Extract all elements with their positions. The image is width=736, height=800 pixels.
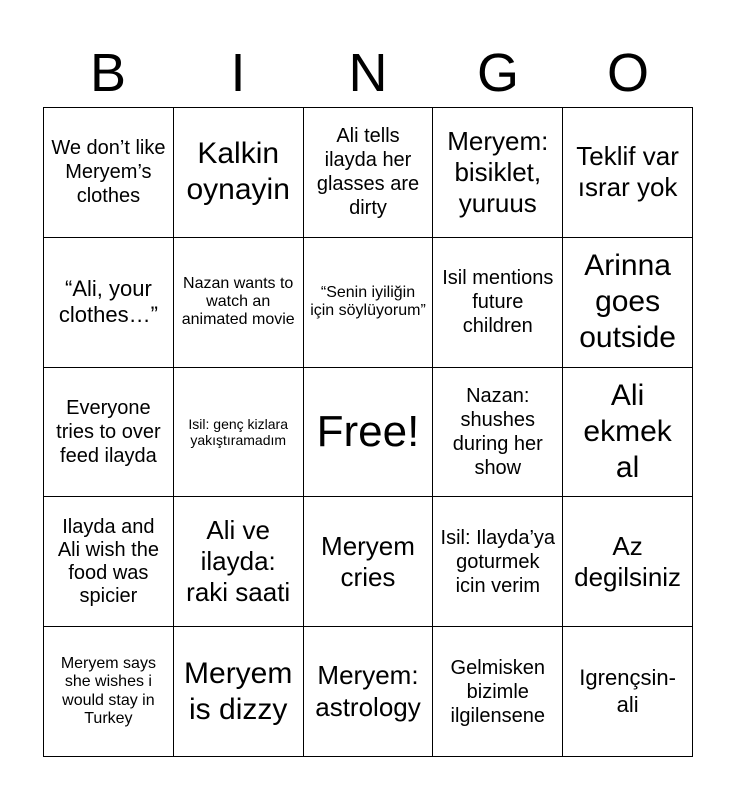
cell-text: Ilayda and Ali wish the food was spicier — [57, 515, 159, 607]
cell-text: Meryem: bisiklet, yuruus — [447, 125, 549, 218]
cell-text: Nazan wants to watch an animated movie — [181, 274, 295, 329]
cell-text: Meryem cries — [321, 530, 415, 592]
bingo-cell-r1c3[interactable] — [304, 108, 434, 238]
cell-text: Igrençsin-ali — [579, 665, 676, 717]
cell-text: “Ali, your clothes…” — [58, 275, 158, 328]
cell-text: Kalkin oynayin — [186, 137, 290, 207]
bingo-cell-r5c5[interactable] — [563, 627, 693, 757]
bingo-cell-r1c2[interactable] — [174, 108, 304, 238]
bingo-cell-r5c1[interactable] — [44, 627, 174, 757]
bingo-cell-r5c2[interactable] — [174, 627, 304, 757]
bingo-cell-r3c4[interactable] — [433, 368, 563, 498]
bingo-cell-free[interactable] — [304, 368, 434, 498]
bingo-cell-r1c4[interactable] — [433, 108, 563, 238]
bingo-cell-r4c4[interactable] — [433, 497, 563, 627]
free-space-text: Free! — [316, 406, 420, 456]
bingo-grid — [43, 107, 693, 757]
bingo-cell-r4c3[interactable] — [304, 497, 434, 627]
cell-text: Meryem: astrology — [315, 660, 421, 722]
bingo-cell-r2c3[interactable] — [304, 238, 434, 368]
header-letter-b: B — [89, 43, 127, 103]
cell-text: Arinna goes outside — [579, 249, 676, 355]
bingo-cell-r5c4[interactable] — [433, 627, 563, 757]
cell-text: “Senin iyiliğin için söylüyorum” — [310, 283, 426, 320]
header-letter-o: O — [606, 43, 649, 103]
cell-text: Ali tells ilayda her glasses are dirty — [316, 125, 420, 220]
cell-text: Gelmisken bizimle ilgilensene — [450, 656, 546, 727]
header-letter-i: I — [230, 43, 246, 103]
cell-text: Ali ve ilayda: raki saati — [186, 515, 291, 608]
cell-text: Meryem says she wishes i would stay in Turkey — [60, 654, 156, 727]
cell-text: Everyone tries to over feed ilayda — [56, 396, 161, 467]
bingo-cell-r3c1[interactable] — [44, 368, 174, 498]
header-letter-g: G — [476, 43, 519, 103]
cell-text: Isil: Ilayda’ya goturmek icin verim — [440, 526, 556, 597]
header-letter-n: N — [348, 43, 388, 103]
bingo-cell-r4c2[interactable] — [174, 497, 304, 627]
bingo-cell-r2c2[interactable] — [174, 238, 304, 368]
bingo-cell-r1c5[interactable] — [563, 108, 693, 238]
cell-text: Isil: genç kizlara yakıştıramadım — [188, 415, 288, 448]
bingo-cell-r2c1[interactable] — [44, 238, 174, 368]
bingo-cell-r5c3[interactable] — [304, 627, 434, 757]
bingo-cell-r2c5[interactable] — [563, 238, 693, 368]
bingo-cell-r2c4[interactable] — [433, 238, 563, 368]
bingo-cell-r4c5[interactable] — [563, 497, 693, 627]
cell-text: Nazan: shushes during her show — [452, 384, 543, 479]
bingo-cell-r3c2[interactable] — [174, 368, 304, 498]
cell-text: We don’t like Meryem’s clothes — [51, 137, 166, 208]
cell-text: Az degilsiniz — [574, 530, 682, 592]
bingo-cell-r4c1[interactable] — [44, 497, 174, 627]
cell-text: Meryem is dizzy — [184, 656, 293, 726]
bingo-header — [43, 40, 693, 106]
cell-text: Ali ekmek al — [583, 378, 672, 484]
bingo-cell-r1c1[interactable] — [44, 108, 174, 238]
cell-text: Isil mentions future children — [442, 267, 554, 338]
cell-text: Teklif var ısrar yok — [576, 141, 679, 203]
bingo-cell-r3c5[interactable] — [563, 368, 693, 498]
